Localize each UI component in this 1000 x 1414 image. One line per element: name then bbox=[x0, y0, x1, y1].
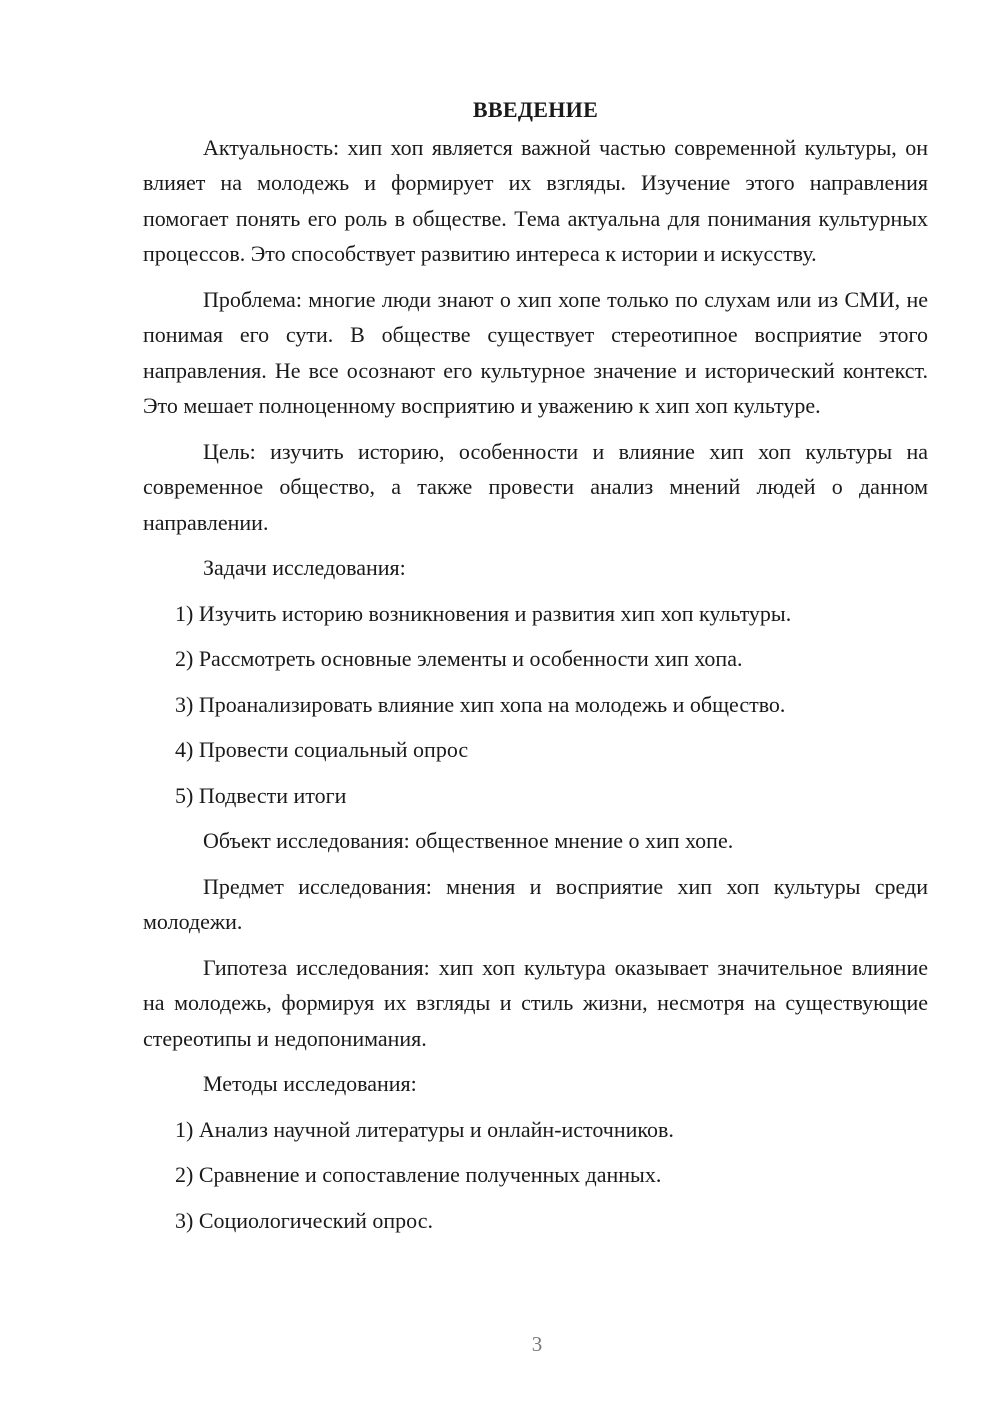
task-item: 4) Провести социальный опрос bbox=[175, 737, 469, 762]
task-item: 5) Подвести итоги bbox=[175, 782, 347, 808]
method-item: 2) Сравнение и сопоставление полученных данных. bbox=[175, 1162, 662, 1187]
method-item: 3) Социологический опрос. bbox=[175, 1207, 433, 1233]
relevance-paragraph: Актуальность: хип хоп является важной частью современной культуры, он влияет на молодежь и формирует их взгляды. Изучение этого направления помогает понять его роль в обществе. Тема актуальна для понимания культурных процессов. Это способствует развитию интереса к истории и искусству. bbox=[143, 134, 928, 266]
method-item: 1) Анализ научной литературы и онлайн-источников. bbox=[175, 1116, 674, 1142]
page-number: 3 bbox=[531, 1332, 543, 1356]
tasks-heading: Задачи исследования: bbox=[203, 555, 406, 580]
problem-paragraph: Проблема: многие люди знают о хип хопе только по слухам или из СМИ, не понимая его сути. В обществе существует стереотипное восприятие этого направления. Не все осознают его культурное значение и исторический контекст. Это мешает полноценному восприятию и уважению к хип хоп культуре. bbox=[143, 286, 928, 418]
page-title: ВВЕДЕНИЕ bbox=[472, 97, 599, 122]
goal-paragraph: Цель: изучить историю, особенности и влияние хип хоп культуры на современное общество, а также провести анализ мнений людей о данном направлении. bbox=[143, 438, 928, 535]
hypothesis-paragraph: Гипотеза исследования: хип хоп культура оказывает значительное влияние на молодежь, формируя их взгляды и стиль жизни, несмотря на существующие стереотипы и недопонимания. bbox=[143, 954, 928, 1051]
object-paragraph: Объект исследования: общественное мнение о хип хопе. bbox=[203, 828, 734, 853]
subject-paragraph: Предмет исследования: мнения и восприятие хип хоп культуры среди молодежи. bbox=[143, 873, 928, 934]
methods-heading: Методы исследования: bbox=[203, 1071, 417, 1096]
task-item: 3) Проанализировать влияние хип хопа на молодежь и общество. bbox=[175, 691, 786, 717]
page-content bbox=[143, 92, 928, 1248]
task-item: 2) Рассмотреть основные элементы и особенности хип хопа. bbox=[175, 646, 743, 671]
task-item: 1) Изучить историю возникновения и развития хип хоп культуры. bbox=[175, 600, 792, 626]
